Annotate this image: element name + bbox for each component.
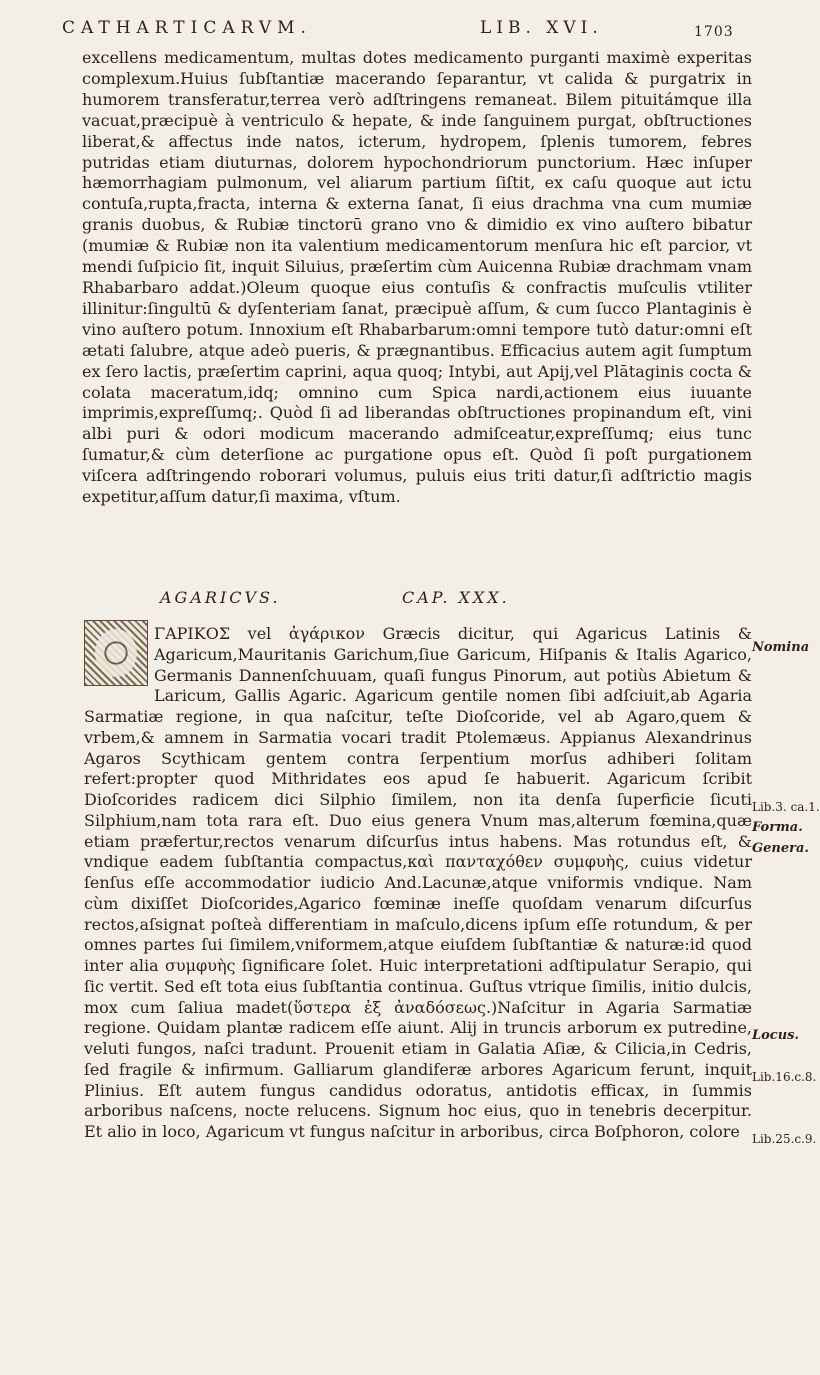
- chapter-title: AGARICVS.: [160, 588, 281, 607]
- margin-note-nomina: Nomina: [752, 640, 810, 655]
- page-number: 1703: [694, 24, 734, 40]
- previous-chapter-text: [82, 48, 752, 508]
- running-title: CATHARTICARVM.: [62, 18, 312, 38]
- margin-note-forma: Forma.: [752, 820, 803, 835]
- book-number: LIB. XVI.: [480, 18, 603, 38]
- margin-note-genera: Genera.: [752, 841, 809, 856]
- margin-note-reference: Lib.3. ca.1.: [752, 800, 820, 814]
- agaricus-text: [84, 624, 752, 1143]
- chapter-number: CAP. XXX.: [402, 588, 510, 607]
- margin-note-reference: Lib.25.c.9.: [752, 1132, 817, 1146]
- chapter-heading: [160, 588, 660, 607]
- initial-space: [84, 624, 154, 704]
- paragraph: excellens medicamentum, multas dotes medicamento purganti maximè experitas complexum.Huius ſubſtantiæ macerando ſeparantur, vt calida & purgatrix in humorem transferatur,terrea verò adſtringens remaneat. Bilem pituitámque illa vacuat,præcipuè à ventriculo & hepate, & inde ſanguinem purgat, obſtructiones liberat,& affectus inde natos, icterum, hydropem, ſplenis tumorem, febres putridas etiam diuturnas, dolorem hypochondriorum punctorium. Hæc inſuper hæmorrhagiam pulmonum, vel aliarum partium ſiſtit, ex caſu quoque aut ictu contuſa,rupta,fracta, interna & externa ſanat, ſi eius drachma vna cum mumiæ granis duobus, & Rubiæ tinctorū grano vno & dimidio ex vino auſtero bibatur (mumiæ & Rubiæ non ita valentium medicamentorum menſura hic eſt parcior, vt mendi ſuſpicio ſit, inquit Siluius, præſertim cùm Auicenna Rubiæ drachmam vnam Rhabarbaro addat.)Oleum quoque eius contuſis & confractis muſculis vtiliter illinitur:ſingultū & dyſenteriam ſanat, præcipuè aſſum, & cum ſucco Plantaginis è vino auſtero potum. Innoxium eſt Rhabarbarum:omni tempore tutò datur:omni eſt ætati ſalubre, atque adeò pueris, & prægnantibus. Efficacius autem agit ſumptum ex ſero lactis, præſertim caprini, aqua quoq; Intybi, aut Apij,vel Plātaginis cocta & colata maceratum,idq; omnino cum Spica nardi,actionem eius iuuante imprimis,expreſſumq;. Quòd ſi ad liberandas obſtructiones propinandum eſt, vini albi puri & odori modicum macerando admiſceatur,expreſſumq; eius tunc ſumatur,& cùm deterſione ac purgatione opus eſt. Quòd ſi poſt purgationem viſcera adſtringendo roborari volumus, puluis eius triti datur,ſi adſtrictio magis expetitur,aſſum datur,ſi maxima, vſtum.: [82, 48, 752, 507]
- running-header: [62, 18, 752, 38]
- margin-note-reference: Lib.16.c.8.: [752, 1070, 817, 1084]
- paragraph: ΓΑΡΙΚΟΣ vel ἀγάρικον Græcis dicitur, qui Agaricus Latinis & Agaricum,Mauritanis Garichum,ſiue Garicum, Hiſpanis & Italis Agarico, Germanis Dannenſchuuam, quaſi fungus Pinorum, aut potiùs Abietum & Laricum, Gallis Agaric. Agaricum gentile nomen ſibi adſciuit,ab Agaria Sarmatiæ regione, in qua naſcitur, teſte Dioſcoride, vel ab Agaro,quem & vrbem,& amnem in Sarmatia vocari tradit Ptolemæus. Appianus Alexandrinus Agaros Scythicam gentem contra ſerpentium morſus adhiberi ſolitam refert:propter quod Mithridates eos apud ſe habuerit. Agaricum ſcribit Dioſcorides radicem dici Silphio ſimilem, non ita denſa ſuperficie ſicuti Silphium,nam tota rara eſt. Duo eius genera Vnum mas,alterum fœmina,quæ etiam præfertur,rectos venarum diſcurſus intus habens. Mas rotundus eſt, & vndique eadem ſubſtantia compactus,καὶ πανταχόθεν συμφυὴς, cuius videtur ſenſus eſſe accommodatior iudicio And.Lacunæ,atque vniformis vndique. Nam cùm dixiſſet Dioſcorides,Agarico fœminæ ineſſe quoſdam venarum diſcurſus rectos,aſsignat poſteà differentiam in maſculo,dicens ipſum eſſe rotundum, & per omnes partes ſui ſimilem,vniformem,atque eiuſdem ſubſtantiæ & naturæ:id quod inter alia συμφυὴς ſignificare ſolet. Huic interpretationi adſtipulatur Serapio, qui ſic vertit. Sed eſt tota eius ſubſtantia continua. Guſtus vtrique ſimilis, initio dulcis, mox cum ſaliua madet(ὕστερα ἐξ ἀναδόσεως.)Naſcitur in Agaria Sarmatiæ regione. Quidam plantæ radicem eſſe aiunt. Alij in truncis arborum ex putredine, veluti fungos, naſci tradunt. Prouenit etiam in Galatia Aſiæ, & Cilicia,in Cedris, ſed fragile & infirmum. Galliarum glandiferæ arbores Agaricum ferunt, inquit Plinius. Eſt autem fungus candidus odoratus, antidotis efficax, in ſummis arboribus naſcens, nocte relucens. Signum hoc eius, quo in tenebris decerpitur. Et alio in loco, Agaricum vt fungus naſcitur in arboribus, circa Boſphoron, colore: [84, 624, 752, 1141]
- margin-note-locus: Locus.: [752, 1028, 800, 1043]
